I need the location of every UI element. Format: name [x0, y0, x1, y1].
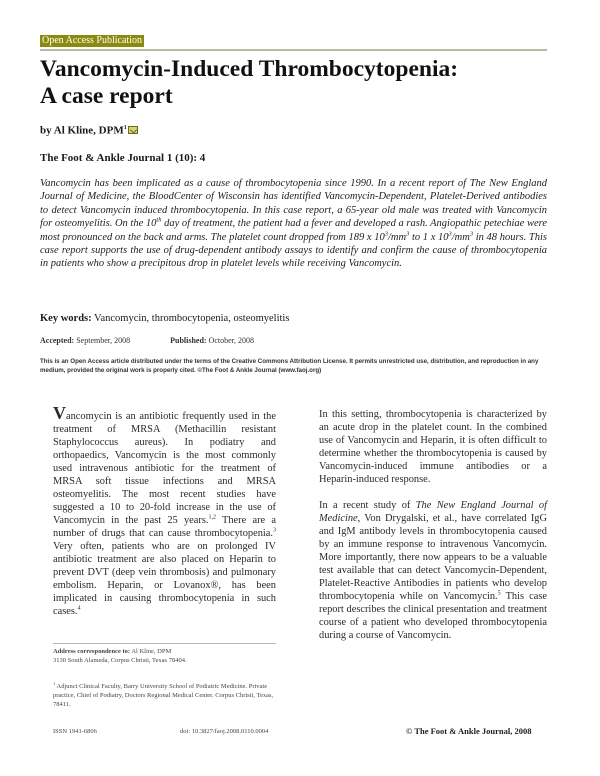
keywords-label: Key words:	[40, 313, 92, 324]
body-text: Very often, patients who are on prolonged IV antibiotic treatment are also placed on Heparin to prevent DVT (deep vein thrombosis) and pulmonary embolism. Heparin, or Lovanox®, has been implicated in causing thrombocytopenia in such cases.	[53, 541, 276, 617]
keywords-value: Vancomycin, thrombocytopenia, osteomyelitis	[91, 313, 290, 324]
footnote-divider	[53, 643, 276, 644]
doi[interactable]: doi: 10.3827/faoj.2008.0110.0004	[180, 728, 269, 735]
journal-name: The New England Journal of Medicine	[319, 500, 547, 524]
body-text: In a recent study of	[319, 500, 416, 511]
published-label: Published:	[170, 336, 207, 345]
body-column-right	[319, 408, 547, 655]
keywords	[40, 312, 289, 325]
affiliation-footnote	[53, 680, 283, 710]
abstract	[40, 177, 547, 271]
superscript: 3	[469, 230, 474, 238]
body-column-left	[53, 403, 276, 631]
author-name: by Al Kline, DPM	[40, 124, 124, 137]
title-line-1: Vancomycin-Induced Thrombocytopenia:	[40, 56, 459, 82]
footnote-marker: 1	[53, 681, 56, 686]
article-dates	[40, 336, 254, 346]
article-title	[40, 56, 560, 110]
body-text: There are a number of drugs that can cause thrombocytopenia.	[53, 515, 276, 539]
accepted-label: Accepted:	[40, 336, 75, 345]
open-access-badge: Open Access Publication	[42, 35, 142, 46]
abstract-text: to 1 x 10	[409, 231, 449, 243]
issn: ISSN 1941-6806	[53, 728, 97, 735]
address-line: 3130 South Alameda, Corpus Christi, Texas 78404.	[53, 656, 187, 664]
journal-citation: The Foot & Ankle Journal 1 (10): 4	[40, 152, 206, 164]
superscript: 3	[448, 230, 452, 238]
published-date: October, 2008	[206, 336, 255, 345]
superscript: 3	[406, 230, 410, 238]
address-name: Al Kline, DPM	[130, 648, 172, 655]
abstract-text: /mm	[451, 231, 470, 243]
body-paragraph	[53, 403, 276, 618]
correspondence-address	[53, 648, 276, 665]
copyright: © The Foot & Ankle Journal, 2008	[406, 726, 532, 736]
license-notice: This is an Open Access article distributed under the terms of the Creative Commons Attribution License. It permits unrestricted use, distribution, and reproduction in any medium, provided the original work is properly cited. ©The Foot & Ankle Journal (www.faoj.org)	[40, 358, 539, 374]
accepted-date: September, 2008	[74, 336, 131, 345]
superscript: th	[156, 216, 162, 224]
abstract-text: in 48 hours. This case report supports the use of drug-dependent antibody assays to identify and confirm the cause of thrombocytopenia in patients who show a precipitous drop in platelet levels while receiving Vancomycin.	[40, 231, 547, 270]
citation-ref[interactable]: 5	[497, 590, 501, 597]
drop-cap: V	[53, 403, 66, 423]
citation-ref[interactable]: 1,2	[208, 514, 216, 521]
body-text: ancomycin is an antibiotic frequently used in the treatment of MRSA (Methacillin resistant Staphylococcus aureus). In podiatry and orthopaedics, Vancomycin is the most commonly used intravenous antibiotic for the treatment of MRSA soft tissue infections and MRSA osteomyelitis. The most recent studies have suggested a 10 to 20-fold increase in the use of Vancomycin in the past 25 years.	[53, 411, 276, 526]
author-affil-ref: 1	[123, 125, 127, 131]
body-paragraph: In this setting, thrombocytopenia is characterized by an acute drop in the platelet count. In the combined use of Vancomycin and Heparin, it is often difficult to determine whether the thrombocytopenia is caused by Vancomycin-induced immune antibodies or a Heparin-induced response.	[319, 409, 547, 485]
superscript: 3	[384, 230, 388, 238]
abstract-text: /mm	[387, 231, 407, 243]
body-text: , Von Drygalski, et al., have correlated IgG and IgM antibody levels in thrombocytopenia caused by an immune response to intravenous Vancomycin. More importantly, there now appears to be a valuable test available that can detect Vancomycin-Dependent, Platelet-Reactive Antibodies in patients who develop thrombocytopenia while on Vancomycin.	[319, 513, 547, 602]
affiliation-text: Adjunct Clinical Faculty, Barry University School of Podiatric Medicine. Private practice, Chief of Podiatry, Doctors Regional Medical Center. Corpus Christi, Texas, 78411.	[53, 683, 274, 708]
title-line-2: A case report	[40, 83, 173, 109]
abstract-text: day of treatment, the patient had a fever and developed a rash. Angiopathic petechiae were most pronounced on the back and arms. The platelet count dropped from 189 x 10	[40, 218, 547, 243]
envelope-icon[interactable]	[128, 126, 138, 134]
header-divider	[40, 49, 547, 51]
abstract-text: Vancomycin has been implicated as a cause of thrombocytopenia since 1990. In a recent report of The New England Journal of Medicine, the BloodCenter of Wisconsin has identified Vancomycin-Dependent, Platelet-Derived antibodies to detect Vancomycin induced thrombocytopenia. In this case report, a 65-year old male was treated with Vancomycin for osteomyelitis. On the 10	[40, 178, 547, 230]
body-paragraph	[319, 499, 547, 642]
address-label: Address correspondence to:	[53, 648, 131, 655]
byline	[40, 122, 138, 138]
citation-ref[interactable]: 4	[77, 605, 81, 612]
body-text: This case report describes the clinical presentation and treatment course of a patient who developed thrombocytopenia during a course of Vancomycin.	[319, 591, 547, 641]
citation-ref[interactable]: 3	[273, 527, 276, 534]
